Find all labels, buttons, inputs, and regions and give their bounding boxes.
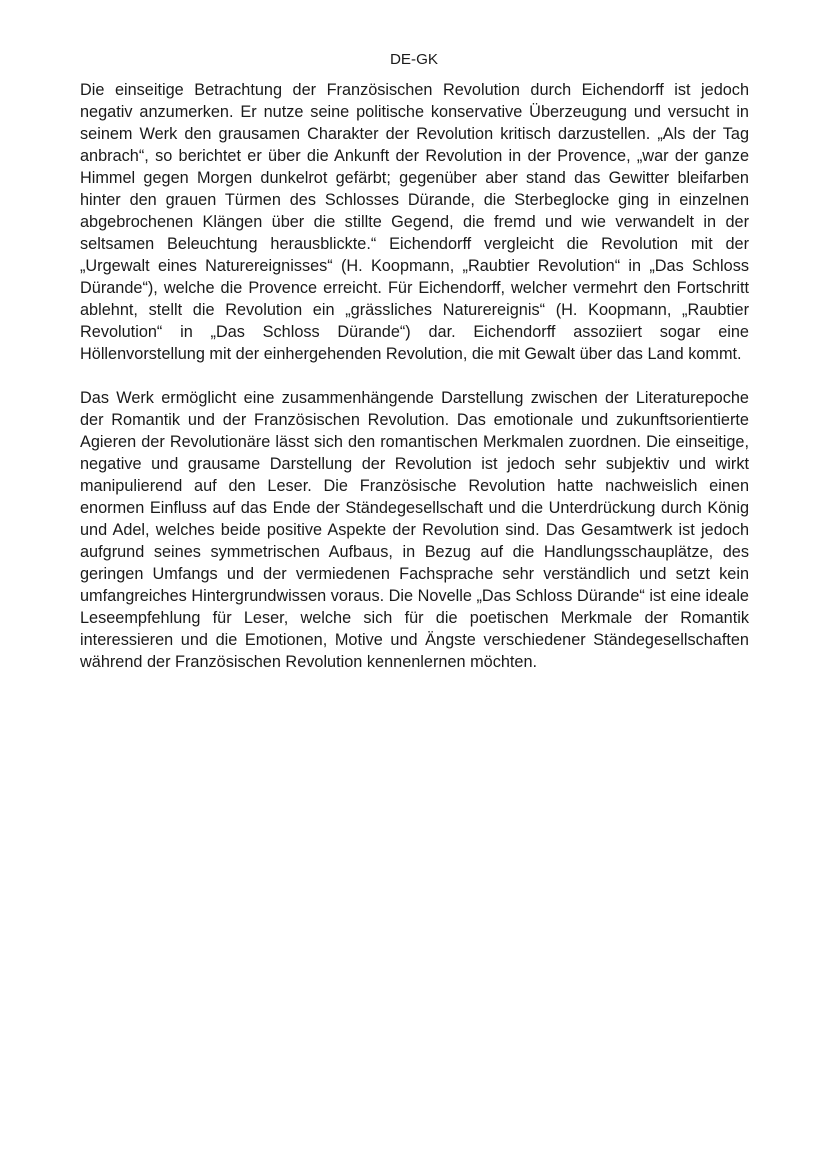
document-body: [80, 79, 749, 673]
paragraph-1: Die einseitige Betrachtung der Französischen Revolution durch Eichendorff ist jedoch negativ anzumerken. Er nutze seine politische konservative Überzeugung und versucht in seinem Werk den grausamen Charakter der Revolution kritisch darzustellen. „Als der Tag anbrach“, so berichtet er über die Ankunft der Revolution in der Provence, „war der ganze Himmel gegen Morgen dunkelrot gefärbt; gegenüber aber stand das Gewitter bleifarben hinter den grauen Türmen des Schlosses Dürande, die Sterbeglocke ging in einzelnen abgebrochenen Klängen über die stillte Gegend, die fremd und wie verwandelt in der seltsamen Beleuchtung herausblickte.“ Eichendorff vergleicht die Revolution mit der „Urgewalt eines Naturereignisses“ (H. Koopmann, „Raubtier Revolution“ in „Das Schloss Dürande“), welche die Provence erreicht. Für Eichendorff, welcher vermehrt den Fortschritt ablehnt, stellt die Revolution ein „grässliches Naturereignis“ (H. Koopmann, „Raubtier Revolution“ in „Das Schloss Dürande“) dar. Eichendorff assoziiert sogar eine Höllenvorstellung mit der einhergehenden Revolution, die mit Gewalt über das Land kommt.: [80, 81, 749, 363]
page-header: DE-GK: [389, 51, 439, 68]
paragraph-2: Das Werk ermöglicht eine zusammenhängende Darstellung zwischen der Literaturepoche der Romantik und der Französischen Revolution. Das emotionale und zukunftsorientierte Agieren der Revolutionäre lässt sich den romantischen Merkmalen zuordnen. Die einseitige, negative und grausame Darstellung der Revolution ist jedoch sehr subjektiv und wirkt manipulierend auf den Leser. Die Französische Revolution hatte nachweislich einen enormen Einfluss auf das Ende der Ständegesellschaft und die Unterdrückung durch König und Adel, welches beide positive Aspekte der Revolution sind. Das Gesamtwerk ist jedoch aufgrund seines symmetrischen Aufbaus, in Bezug auf die Handlungsschauplätze, des geringen Umfangs und der vermiedenen Fachsprache sehr verständlich und setzt kein umfangreiches Hintergrundwissen voraus. Die Novelle „Das Schloss Dürande“ ist eine ideale Leseempfehlung für Leser, welche sich für die poetischen Merkmale der Romantik interessieren und die Emotionen, Motive und Ängste verschiedener Ständegesellschaften während der Französischen Revolution kennenlernen möchten.: [80, 389, 749, 671]
